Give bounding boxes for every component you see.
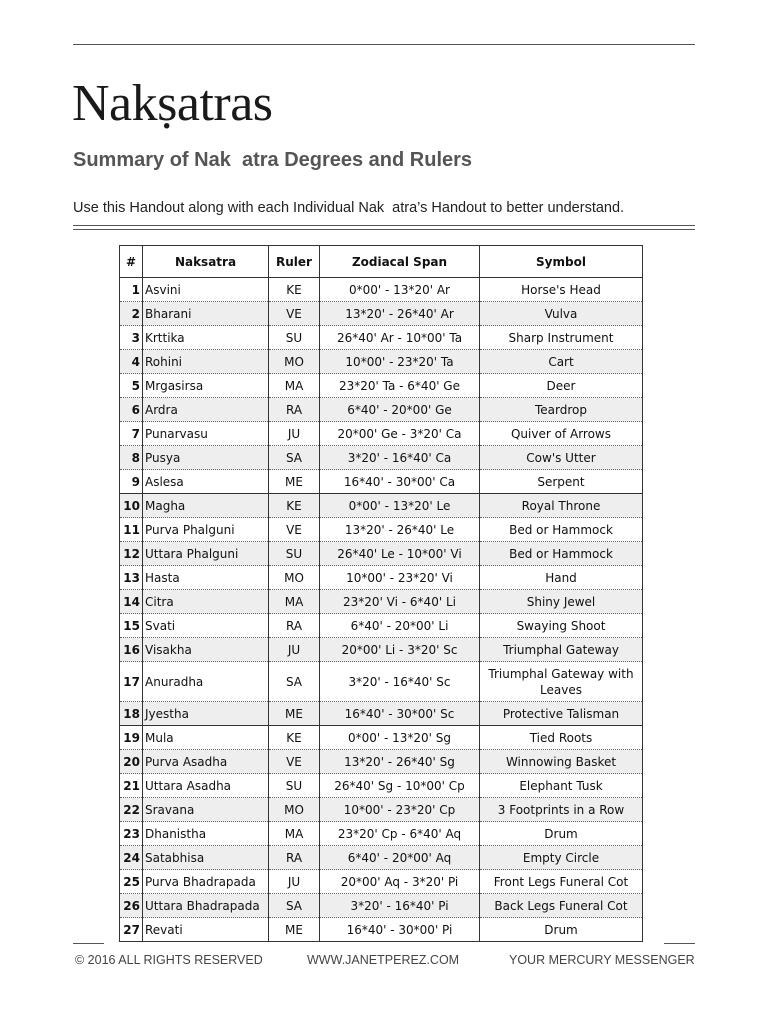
header-naksatra: Naksatra <box>143 246 269 278</box>
zodiacal-span: 0*00' - 13*20' Ar <box>320 278 480 302</box>
zodiacal-span: 13*20' - 26*40' Ar <box>320 302 480 326</box>
table-row <box>120 446 643 470</box>
row-number: 16 <box>120 638 143 662</box>
row-number: 26 <box>120 894 143 918</box>
naksatra-name: Hasta <box>143 566 269 590</box>
table-row <box>120 702 643 726</box>
row-number: 5 <box>120 374 143 398</box>
naksatra-name: Magha <box>143 494 269 518</box>
zodiacal-span: 3*20' - 16*40' Ca <box>320 446 480 470</box>
table-row <box>120 542 643 566</box>
table-row <box>120 798 643 822</box>
table-row <box>120 726 643 750</box>
zodiacal-span: 23*20' Ta - 6*40' Ge <box>320 374 480 398</box>
zodiacal-span: 6*40' - 20*00' Li <box>320 614 480 638</box>
table-row <box>120 822 643 846</box>
row-number: 2 <box>120 302 143 326</box>
zodiacal-span: 10*00' - 23*20' Cp <box>320 798 480 822</box>
symbol-text: Vulva <box>480 302 643 326</box>
ruler-code: KE <box>269 494 320 518</box>
double-rule <box>73 225 695 230</box>
naksatra-name: Satabhisa <box>143 846 269 870</box>
symbol-text: Royal Throne <box>480 494 643 518</box>
header-zodiacal-span: Zodiacal Span <box>320 246 480 278</box>
table-row <box>120 566 643 590</box>
table-row <box>120 774 643 798</box>
footer-copyright: © 2016 ALL RIGHTS RESERVED <box>75 953 263 967</box>
footer-tagline: YOUR MERCURY MESSENGER <box>509 953 695 967</box>
naksatra-name: Purva Bhadrapada <box>143 870 269 894</box>
row-number: 12 <box>120 542 143 566</box>
naksatra-name: Bharani <box>143 302 269 326</box>
ruler-code: RA <box>269 614 320 638</box>
table-row <box>120 494 643 518</box>
row-number: 15 <box>120 614 143 638</box>
naksatra-name: Aslesa <box>143 470 269 494</box>
row-number: 17 <box>120 662 143 702</box>
ruler-code: KE <box>269 726 320 750</box>
symbol-text: Protective Talisman <box>480 702 643 726</box>
symbol-text: Swaying Shoot <box>480 614 643 638</box>
naksatra-name: Asvini <box>143 278 269 302</box>
table-row <box>120 662 643 702</box>
ruler-code: VE <box>269 518 320 542</box>
naksatra-name: Pusya <box>143 446 269 470</box>
zodiacal-span: 26*40' Sg - 10*00' Cp <box>320 774 480 798</box>
ruler-code: SA <box>269 894 320 918</box>
naksatra-name: Anuradha <box>143 662 269 702</box>
row-number: 24 <box>120 846 143 870</box>
symbol-text: Horse's Head <box>480 278 643 302</box>
zodiacal-span: 6*40' - 20*00' Ge <box>320 398 480 422</box>
intro-text: Use this Handout along with each Individual Nak atra’s Handout to better understand. <box>73 200 625 216</box>
symbol-text: Empty Circle <box>480 846 643 870</box>
zodiacal-span: 26*40' Ar - 10*00' Ta <box>320 326 480 350</box>
symbol-text: Shiny Jewel <box>480 590 643 614</box>
naksatra-name: Uttara Asadha <box>143 774 269 798</box>
table-row <box>120 302 643 326</box>
header-ruler: Ruler <box>269 246 320 278</box>
naksatra-name: Punarvasu <box>143 422 269 446</box>
table-row <box>120 374 643 398</box>
naksatra-name: Purva Phalguni <box>143 518 269 542</box>
symbol-text: 3 Footprints in a Row <box>480 798 643 822</box>
table-row <box>120 398 643 422</box>
row-number: 11 <box>120 518 143 542</box>
zodiacal-span: 20*00' Aq - 3*20' Pi <box>320 870 480 894</box>
symbol-text: Elephant Tusk <box>480 774 643 798</box>
page-title: Nakṣatras <box>72 75 273 132</box>
table-row <box>120 590 643 614</box>
zodiacal-span: 16*40' - 30*00' Ca <box>320 470 480 494</box>
table-header-row <box>120 246 643 278</box>
symbol-text: Sharp Instrument <box>480 326 643 350</box>
row-number: 1 <box>120 278 143 302</box>
row-number: 7 <box>120 422 143 446</box>
naksatra-name: Ardra <box>143 398 269 422</box>
zodiacal-span: 23*20' Vi - 6*40' Li <box>320 590 480 614</box>
row-number: 14 <box>120 590 143 614</box>
naksatra-name: Visakha <box>143 638 269 662</box>
symbol-text: Deer <box>480 374 643 398</box>
footer-rule-right <box>664 943 695 944</box>
zodiacal-span: 10*00' - 23*20' Ta <box>320 350 480 374</box>
ruler-code: KE <box>269 278 320 302</box>
row-number: 6 <box>120 398 143 422</box>
row-number: 18 <box>120 702 143 726</box>
table-row <box>120 614 643 638</box>
zodiacal-span: 26*40' Le - 10*00' Vi <box>320 542 480 566</box>
ruler-code: VE <box>269 302 320 326</box>
symbol-text: Cow's Utter <box>480 446 643 470</box>
row-number: 22 <box>120 798 143 822</box>
table-row <box>120 750 643 774</box>
naksatra-name: Sravana <box>143 798 269 822</box>
table-row <box>120 278 643 302</box>
ruler-code: JU <box>269 870 320 894</box>
ruler-code: SU <box>269 326 320 350</box>
row-number: 23 <box>120 822 143 846</box>
zodiacal-span: 10*00' - 23*20' Vi <box>320 566 480 590</box>
ruler-code: SA <box>269 662 320 702</box>
symbol-text: Quiver of Arrows <box>480 422 643 446</box>
symbol-text: Winnowing Basket <box>480 750 643 774</box>
row-number: 25 <box>120 870 143 894</box>
symbol-text: Front Legs Funeral Cot <box>480 870 643 894</box>
symbol-text: Bed or Hammock <box>480 542 643 566</box>
table-row <box>120 326 643 350</box>
zodiacal-span: 3*20' - 16*40' Pi <box>320 894 480 918</box>
table-row <box>120 870 643 894</box>
naksatra-name: Citra <box>143 590 269 614</box>
symbol-text: Hand <box>480 566 643 590</box>
symbol-text: Tied Roots <box>480 726 643 750</box>
row-number: 19 <box>120 726 143 750</box>
ruler-code: MA <box>269 822 320 846</box>
table-row <box>120 918 643 942</box>
zodiacal-span: 20*00' Ge - 3*20' Ca <box>320 422 480 446</box>
zodiacal-span: 6*40' - 20*00' Aq <box>320 846 480 870</box>
naksatra-table <box>119 245 643 942</box>
ruler-code: MA <box>269 374 320 398</box>
zodiacal-span: 20*00' Li - 3*20' Sc <box>320 638 480 662</box>
ruler-code: ME <box>269 702 320 726</box>
row-number: 27 <box>120 918 143 942</box>
naksatra-name: Krttika <box>143 326 269 350</box>
table-row <box>120 518 643 542</box>
naksatra-name: Dhanistha <box>143 822 269 846</box>
ruler-code: MO <box>269 350 320 374</box>
zodiacal-span: 0*00' - 13*20' Sg <box>320 726 480 750</box>
footer-rule-left <box>73 943 104 944</box>
top-rule <box>73 44 695 45</box>
row-number: 4 <box>120 350 143 374</box>
naksatra-name: Rohini <box>143 350 269 374</box>
row-number: 20 <box>120 750 143 774</box>
zodiacal-span: 13*20' - 26*40' Sg <box>320 750 480 774</box>
ruler-code: MA <box>269 590 320 614</box>
ruler-code: VE <box>269 750 320 774</box>
ruler-code: RA <box>269 398 320 422</box>
row-number: 8 <box>120 446 143 470</box>
header-num: # <box>120 246 143 278</box>
zodiacal-span: 13*20' - 26*40' Le <box>320 518 480 542</box>
row-number: 9 <box>120 470 143 494</box>
table-row <box>120 638 643 662</box>
naksatra-name: Mula <box>143 726 269 750</box>
naksatra-name: Purva Asadha <box>143 750 269 774</box>
naksatra-name: Uttara Phalguni <box>143 542 269 566</box>
naksatra-name: Revati <box>143 918 269 942</box>
naksatra-name: Svati <box>143 614 269 638</box>
ruler-code: JU <box>269 422 320 446</box>
symbol-text: Cart <box>480 350 643 374</box>
ruler-code: SA <box>269 446 320 470</box>
row-number: 3 <box>120 326 143 350</box>
symbol-text: Serpent <box>480 470 643 494</box>
table-row <box>120 350 643 374</box>
table-body <box>120 278 643 942</box>
row-number: 21 <box>120 774 143 798</box>
page-subtitle: Summary of Nak atra Degrees and Rulers <box>73 149 473 171</box>
symbol-text: Drum <box>480 918 643 942</box>
symbol-text: Teardrop <box>480 398 643 422</box>
row-number: 10 <box>120 494 143 518</box>
zodiacal-span: 0*00' - 13*20' Le <box>320 494 480 518</box>
naksatra-name: Uttara Bhadrapada <box>143 894 269 918</box>
ruler-code: SU <box>269 542 320 566</box>
symbol-text: Triumphal Gateway <box>480 638 643 662</box>
ruler-code: RA <box>269 846 320 870</box>
table-row <box>120 894 643 918</box>
naksatra-name: Mrgasirsa <box>143 374 269 398</box>
ruler-code: ME <box>269 470 320 494</box>
zodiacal-span: 23*20' Cp - 6*40' Aq <box>320 822 480 846</box>
row-number: 13 <box>120 566 143 590</box>
ruler-code: JU <box>269 638 320 662</box>
symbol-text: Back Legs Funeral Cot <box>480 894 643 918</box>
footer-website: WWW.JANETPEREZ.COM <box>307 953 460 967</box>
zodiacal-span: 16*40' - 30*00' Pi <box>320 918 480 942</box>
table-row <box>120 846 643 870</box>
symbol-text: Drum <box>480 822 643 846</box>
ruler-code: MO <box>269 566 320 590</box>
ruler-code: MO <box>269 798 320 822</box>
ruler-code: ME <box>269 918 320 942</box>
symbol-text: Triumphal Gateway with Leaves <box>480 662 643 702</box>
ruler-code: SU <box>269 774 320 798</box>
header-symbol: Symbol <box>480 246 643 278</box>
zodiacal-span: 3*20' - 16*40' Sc <box>320 662 480 702</box>
table-row <box>120 422 643 446</box>
zodiacal-span: 16*40' - 30*00' Sc <box>320 702 480 726</box>
symbol-text: Bed or Hammock <box>480 518 643 542</box>
table-row <box>120 470 643 494</box>
naksatra-name: Jyestha <box>143 702 269 726</box>
